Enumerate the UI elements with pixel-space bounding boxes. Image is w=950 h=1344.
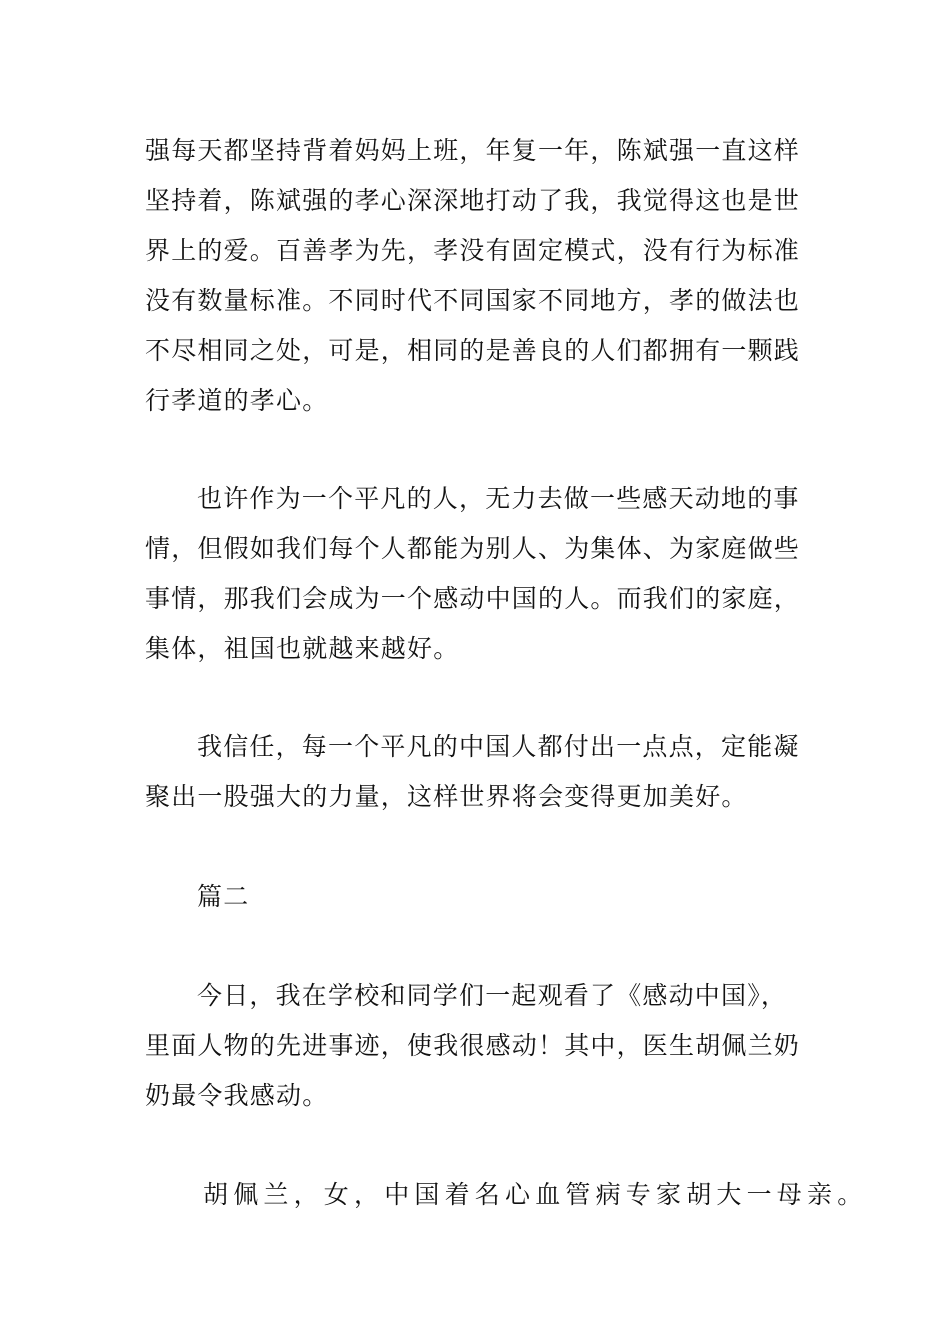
section-heading-part-two: 篇二 — [197, 882, 250, 911]
paragraph-continuation: 强每天都坚持背着妈妈上班，年复一年，陈斌强一直这样坚持着，陈斌强的孝心深深地打动了我，我觉得这也是世界上的爱。百善孝为先，孝没有固定模式，没有行为标准没有数量标准。不同时代不同国家不同地方，孝的做法也不尽相同之处，可是，相同的是善良的人们都拥有一颗践行孝道的孝心。 — [145, 136, 801, 415]
paragraph-ordinary-person: 也许作为一个平凡的人，无力去做一些感天动地的事情，但假如我们每个人都能为别人、为集体、为家庭做些事情，那我们会成为一个感动中国的人。而我们的家庭，集体，祖国也就越来越好。 — [145, 484, 801, 663]
paragraph-moving-china: 今日，我在学校和同学们一起观看了《感动中国》，里面人物的先进事迹，使我很感动！其中，医生胡佩兰奶奶最令我感动。 — [145, 981, 801, 1110]
paragraph-belief: 我信任，每一个平凡的中国人都付出一点点，定能凝聚出一股强大的力量，这样世界将会变得更加美好。 — [145, 732, 800, 811]
paragraph-hu-peilan: 胡佩兰，女，中国着名心血管病专家胡大一母亲。 — [203, 1180, 868, 1209]
